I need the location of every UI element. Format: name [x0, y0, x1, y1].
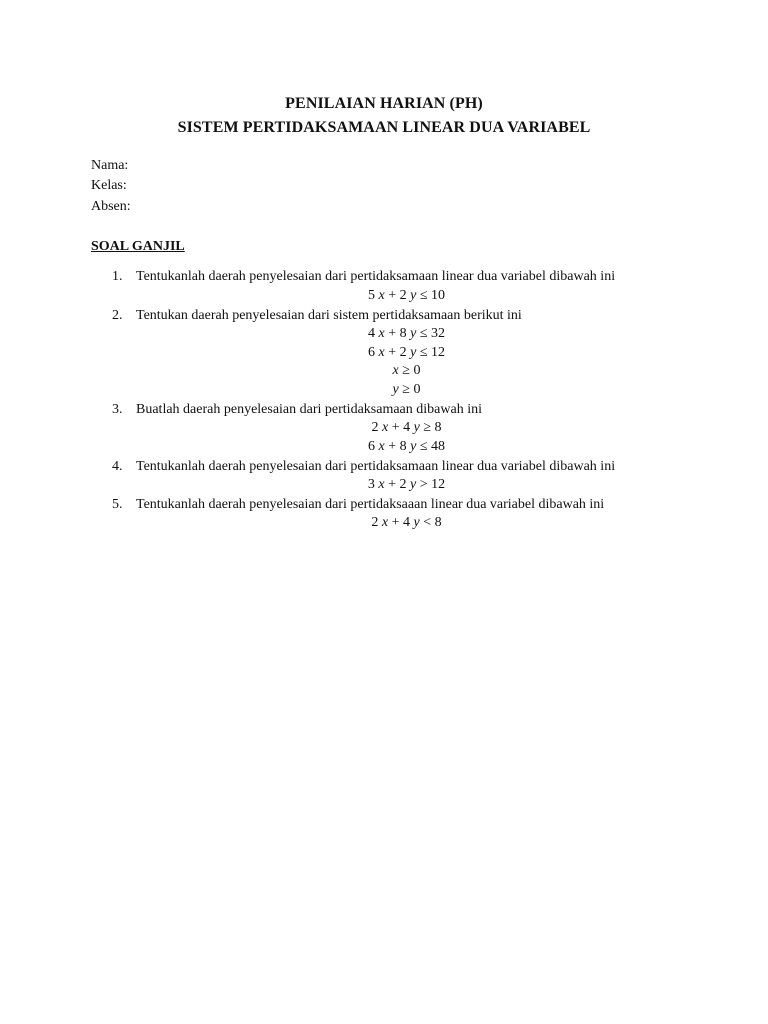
question-number: 2. [112, 308, 123, 323]
math-expression: 4 x + 8 y ≤ 32 [367, 326, 446, 341]
math-expression: 6 x + 8 y ≤ 48 [367, 439, 446, 454]
question-text: Tentukan daerah penyelesaian dari sistem pertidaksamaan berikut ini [136, 308, 522, 323]
math-expression: 6 x + 2 y ≤ 12 [367, 345, 446, 360]
math-expression: 5 x + 2 y ≤ 10 [367, 288, 446, 303]
question-number: 3. [112, 402, 123, 417]
section-title: SOAL GANJIL [91, 239, 185, 254]
field-kelas: Kelas: [91, 178, 127, 193]
math-expression: 2 x + 4 y ≥ 8 [371, 420, 442, 435]
question-text: Tentukanlah daerah penyelesaian dari pertidaksaaan linear dua variabel dibawah ini [136, 497, 605, 512]
math-expression: 3 x + 2 y > 12 [367, 477, 446, 492]
field-absen: Absen: [91, 199, 131, 214]
math-expression: 2 x + 4 y < 8 [371, 515, 442, 530]
question-text: Tentukanlah daerah penyelesaian dari pertidaksamaan linear dua variabel dibawah ini [136, 459, 616, 474]
question-number: 1. [112, 269, 123, 284]
question-number: 4. [112, 459, 123, 474]
question-text: Tentukanlah daerah penyelesaian dari pertidaksamaan linear dua variabel dibawah ini [136, 269, 616, 284]
question-text: Buatlah daerah penyelesaian dari pertidaksamaan dibawah ini [136, 402, 482, 417]
document-title: PENILAIAN HARIAN (PH) [285, 95, 483, 112]
math-expression: y ≥ 0 [392, 382, 421, 397]
question-number: 5. [112, 497, 123, 512]
field-nama: Nama: [91, 158, 129, 173]
document-subtitle: SISTEM PERTIDAKSAMAAN LINEAR DUA VARIABEL [177, 119, 591, 136]
math-expression: x ≥ 0 [392, 363, 421, 378]
